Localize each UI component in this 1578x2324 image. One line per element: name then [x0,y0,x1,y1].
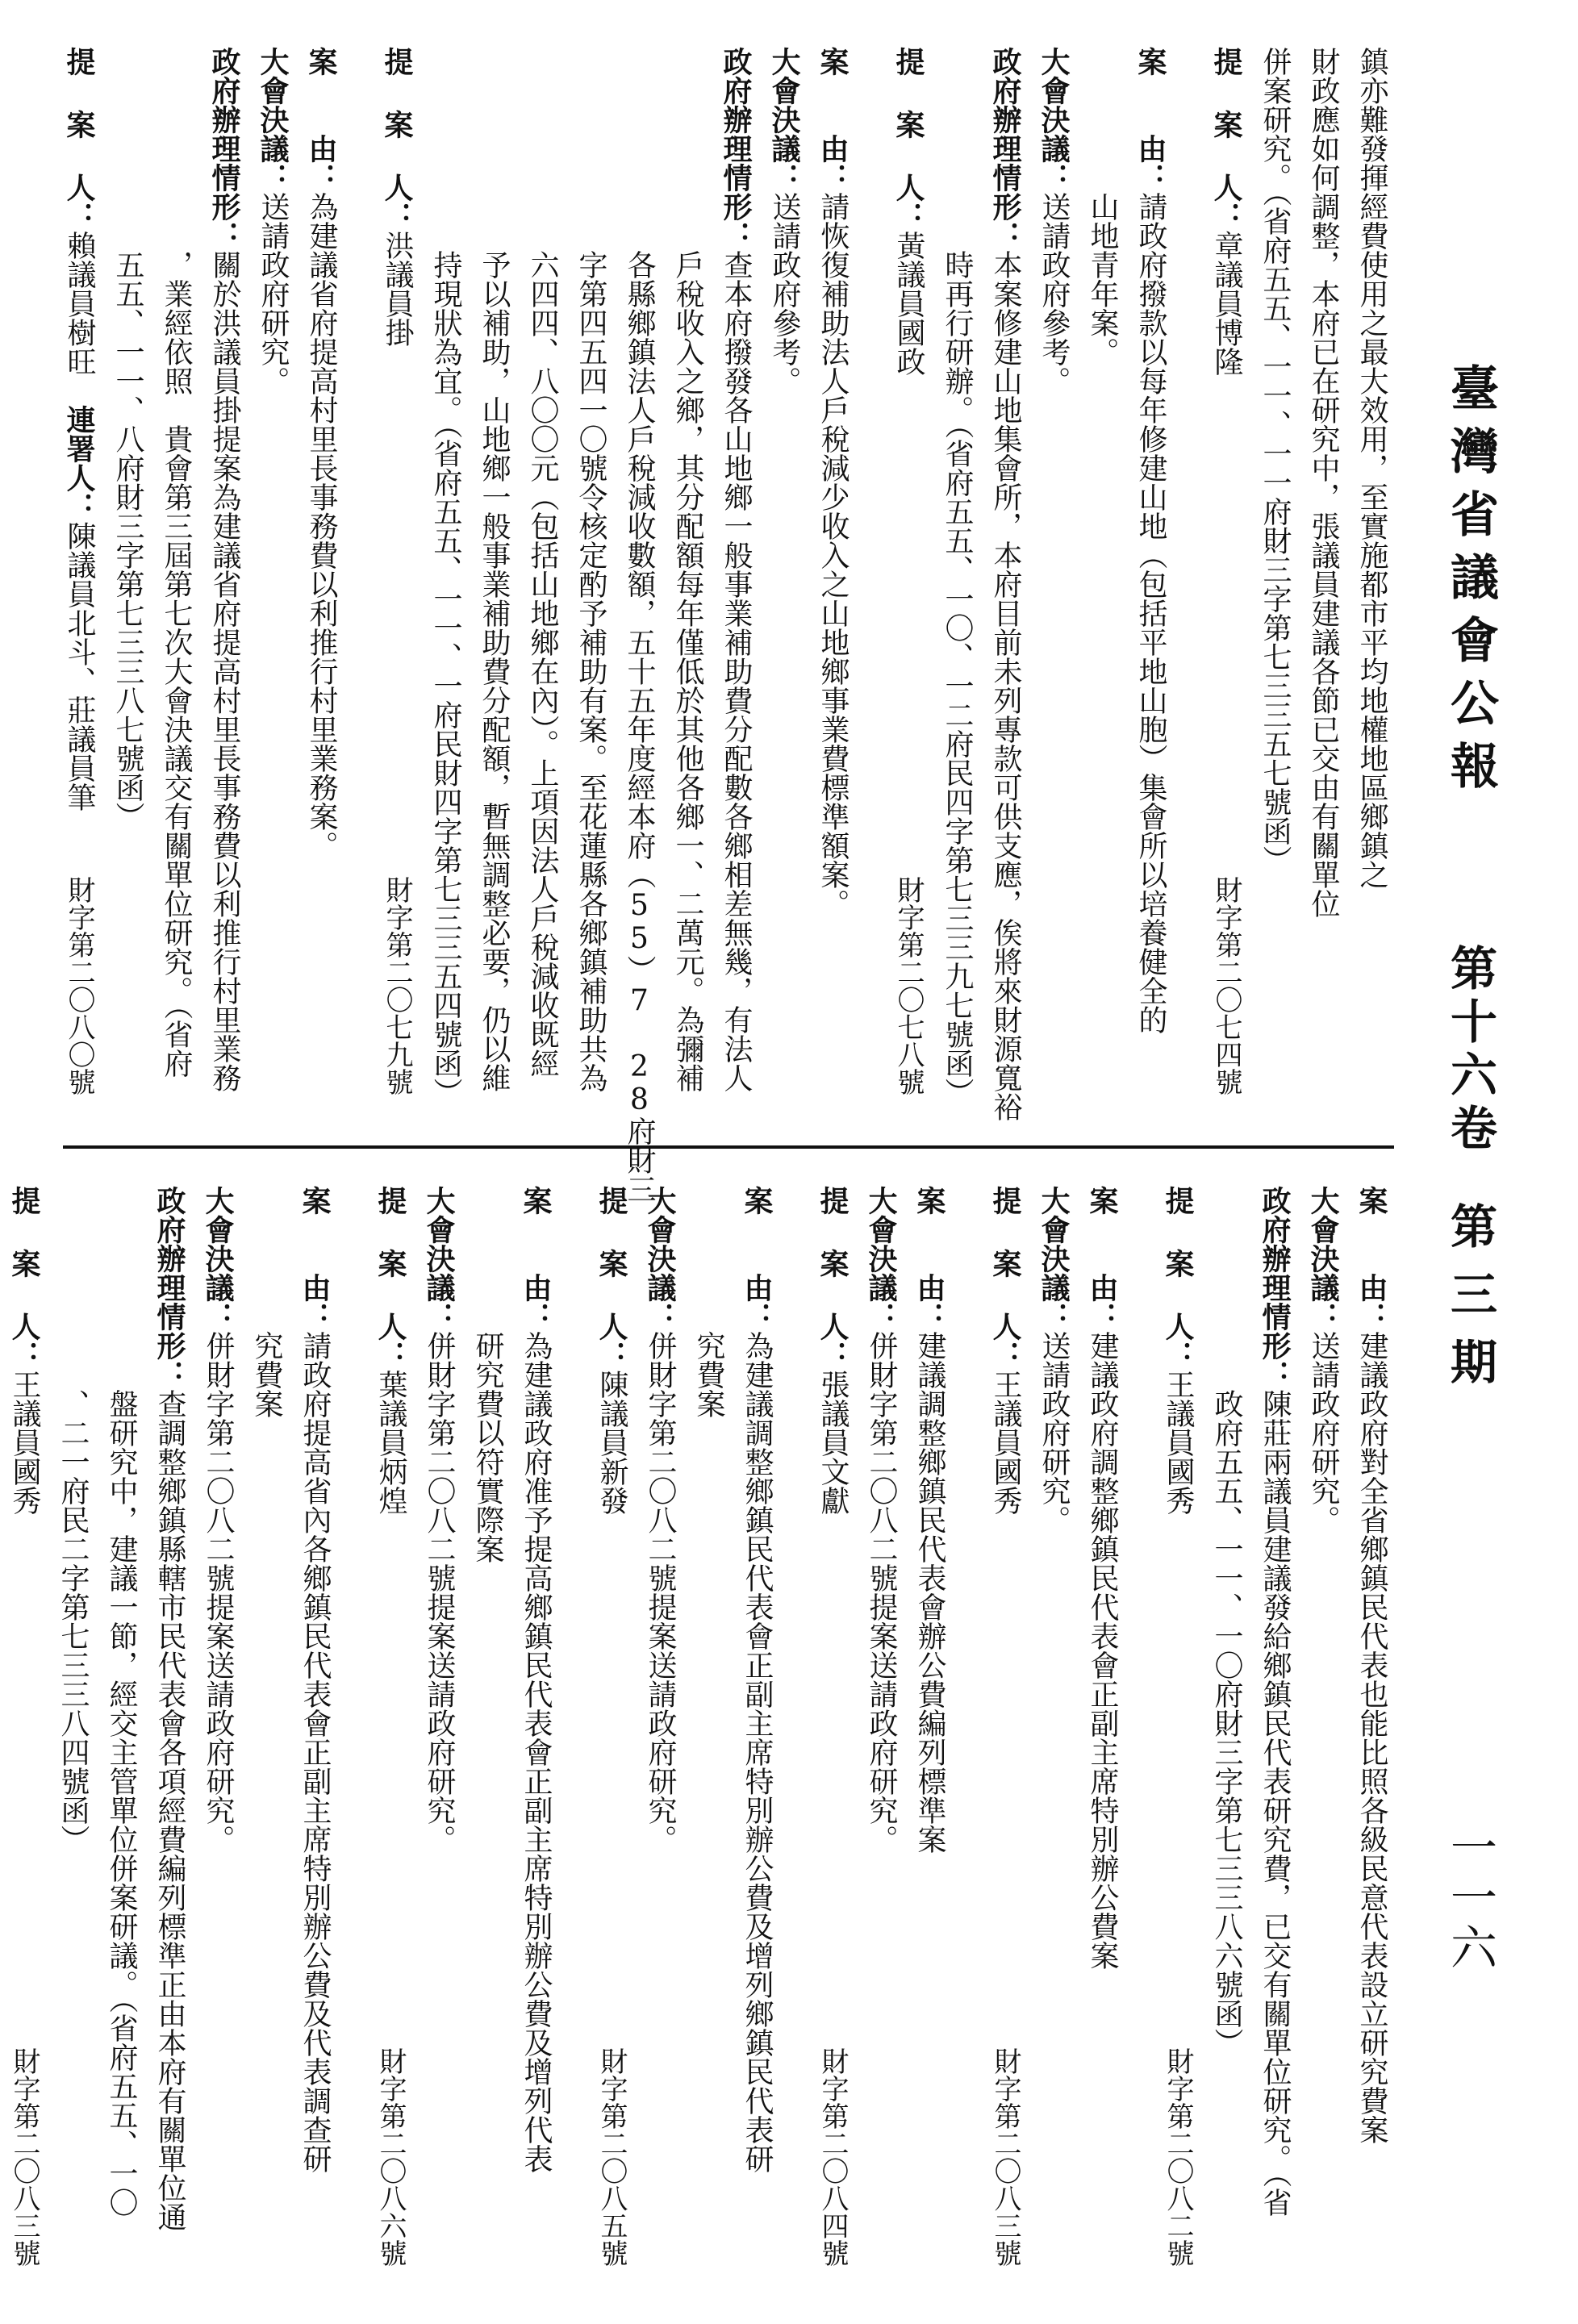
handling-line [1250,1186,1299,2299]
proposer-label: 提 案 人： [988,1186,1022,1370]
handling-line [615,47,663,1204]
reason-text: 研究費以符實際案 [471,1331,504,1563]
continuation-line: 財政應如何調整，本府已在研究中，張議員建議各節已交由有關單位 [1307,47,1340,918]
case-ref: 財字第二〇八〇號 [63,876,95,1095]
reason-text: 為建議調整鄉鎮民代表會正副主席特別辦公費及增列鄉鎮民代表研 [741,1331,774,2173]
reason-label: 案 由： [298,1186,332,1331]
reason-text: 請政府撥款以每年修建山地（包括平地山胞）集會所以培養健全的 [1134,192,1167,1034]
proposer-line [587,1186,636,2299]
reason-line [1126,47,1175,1128]
reason-text: 建議政府對全省鄉鎮民代表也能比照各級民意代表設立研究費案 [1355,1331,1388,2144]
handling-line [663,47,712,1128]
reason-line [511,1186,560,2299]
handling-line [981,47,1029,1128]
proposer-name: 陳議員新發 [595,1370,628,1515]
proposer-name: 賴議員樹旺 [63,231,96,376]
cosigner-names: 陳議員北斗、莊議員筆 [63,521,96,812]
reason-line [290,1186,339,2299]
proposer-label: 提 案 人： [380,47,414,231]
proposer-line [1154,1186,1202,2299]
section-divider [63,1145,1394,1149]
proposer-label: 提 案 人： [1161,1186,1195,1370]
reason-text: 山地青年案。 [1086,192,1119,366]
resolution-text: 送請政府研究。 [1307,1331,1340,1534]
resolution-line [194,1186,242,2299]
proposer-label: 提 案 人： [62,47,96,231]
proposer-name: 王議員國秀 [8,1370,41,1515]
handling-line [566,47,615,1128]
handling-line [145,1186,194,2299]
case-ref: 財字第二〇八二號 [1162,2047,1194,2267]
reason-text: 建議政府調整鄉鎮民代表會正副主席特別辦公費案 [1086,1331,1119,1970]
resolution-line [1029,47,1078,1128]
proposer-line [0,1186,48,2299]
handling-line [712,47,760,1128]
proposer-line [808,1186,857,2299]
reason-line [297,47,345,1128]
handling-line [200,47,248,1128]
resolution-label: 大會決議： [1037,1186,1071,1331]
issue-number: 第三期 [1442,1202,1497,1405]
handling-line [933,47,981,1128]
cosigner-label: 連署人： [62,405,96,521]
resolution-text: 送請政府參考。 [1037,192,1071,395]
handling-label: 政府辦理情形： [207,47,241,250]
proposer-label: 提 案 人： [595,1186,628,1370]
reason-line [733,1186,781,2299]
case-ref: 財字第二〇七四號 [1210,876,1242,1095]
resolution-text: 送請政府研究。 [1037,1331,1071,1534]
case-ref: 財字第二〇八六號 [374,2047,407,2267]
handling-text: 查調整鄉鎮縣轄市民代表會各項經費編列標準正由本府有關單位通 [153,1389,186,2231]
case-ref: 財字第二〇七八號 [892,876,925,1095]
proposer-name: 黃議員國政 [892,231,925,376]
resolution-line [1299,1186,1347,2299]
handling-text: 本案修建山地集會所，本府目前未列專款可供支應，俟將來財源寬裕 [989,250,1022,1121]
proposer-line [884,47,933,1128]
handling-text: 關於洪議員掛提案為建議省府提高村里長事務費以利推行村里業務 [208,250,241,1092]
resolution-label: 大會決議： [643,1186,677,1331]
reason-line [1078,1186,1126,2299]
handling-line [103,47,152,1128]
top-section [56,47,1396,1204]
handling-line [48,1186,97,2299]
handling-label: 政府辦理情形： [719,47,753,250]
proposer-line [366,1186,415,2299]
reason-text: 請恢復補助法人戶稅減少收入之山地鄉事業費標準額案。 [816,192,850,918]
reason-text: 究費案 [250,1331,283,1418]
reason-label: 案 由： [912,1186,946,1331]
handling-text: 六四四、八〇〇元（包括山地鄉在內）。上項因法人戶稅減收既經 [526,250,559,1078]
reason-label: 案 由： [1085,1186,1119,1331]
handling-label: 政府辦理情形： [1258,1186,1292,1389]
reason-label: 案 由： [740,1186,774,1331]
reason-text: 究費案 [692,1331,725,1418]
handling-text: ，業經依照 貴會第三屆第七次大會決議交有關單位研究。（省府 [160,250,193,1078]
resolution-text: 送請政府參考。 [768,192,801,395]
handling-text: 、二一府民二字第七三三八四號函） [56,1389,90,1854]
reason-line [463,1186,511,2299]
handling-text: 字第四五四一〇號令核定酌予補助有案。至花蓮縣各鄉鎮補助共為 [574,250,607,1092]
resolution-line [857,1186,905,2299]
reason-text: 建議調整鄉鎮民代表會辦公費編列標準案 [913,1331,946,1854]
resolution-line [636,1186,684,2299]
proposer-label: 提 案 人： [1209,47,1243,231]
handling-label: 政府辦理情形： [988,47,1022,250]
handling-text: 政府五五、一一、一〇府財三字第七三三八六號函） [1210,1389,1243,2057]
resolution-text: 送請政府研究。 [257,192,290,395]
handling-text: 查本府撥發各山地鄉一般事業補助費分配數各鄉相差無幾，有法人 [720,250,753,1092]
reason-line [242,1186,290,2299]
case-ref: 財字第二〇八四號 [816,2047,849,2267]
proposer-line [1202,47,1250,1128]
handling-line [470,47,518,1128]
reason-label: 案 由： [519,1186,553,1331]
reason-text: 為建議省府提高村里長事務費以利推行村里業務案。 [305,192,338,860]
proposer-name: 王議員國秀 [989,1370,1022,1515]
handling-line [421,47,470,1128]
journal-title: 臺灣省議會公報 [1442,363,1499,803]
resolution-line [248,47,297,1128]
proposer-name: 張議員文獻 [816,1370,850,1515]
handling-label: 政府辦理情形： [152,1186,186,1389]
handling-text: 時再行研辦。（省府五五、一〇、一二府民四字第七三三九七號函） [941,250,974,1107]
handling-text: 持現狀為宜。（省府五五、一一、一府民財四字第七三三五四號函） [429,250,462,1107]
resolution-text: 併財字第二〇八二號提案送請政府研究。 [423,1331,456,1854]
handling-text: 盤研究中，建議一節，經交主管單位併案研議。（省府五五、一〇 [105,1389,138,2217]
proposer-label: 提 案 人： [7,1186,41,1370]
handling-line [1202,1186,1250,2299]
proposer-label: 提 案 人： [891,47,925,231]
resolution-text: 併財字第二〇八二號提案送請政府研究。 [644,1331,677,1854]
handling-text: 五五、一一、八府財三字第七三三八七號函） [111,250,144,831]
volume-number: 第十六卷 [1442,944,1497,1157]
resolution-text: 併財字第二〇八二號提案送請政府研究。 [865,1331,898,1854]
resolution-label: 大會決議： [256,47,290,192]
continuation-line: 併案研究。（省府五五、一一、一一府財三字第七三三五七號函） [1259,47,1292,874]
proposer-name: 王議員國秀 [1162,1370,1195,1515]
resolution-label: 大會決議： [864,1186,898,1331]
reason-text: 為建議政府准予提高鄉鎮民代表會正副主席特別辦公費及增列代表 [520,1331,553,2173]
proposer-line [55,47,103,1128]
resolution-label: 大會決議： [1306,1186,1340,1331]
resolution-line [415,1186,463,2299]
case-ref: 財字第二〇八三號 [8,2047,40,2267]
handling-text: 陳莊兩議員建議發給鄉鎮民代表研究費，已交有關單位研究。（省 [1259,1389,1292,2217]
resolution-text: 併財字第二〇八二號提案送請政府研究。 [202,1331,235,1854]
resolution-line [760,47,808,1128]
proposer-label: 提 案 人： [816,1186,850,1370]
page-number: 一一六 [1442,1823,1497,1973]
reason-label: 案 由： [816,47,850,192]
resolution-label: 大會決議： [1037,47,1071,192]
reason-label: 案 由： [1355,1186,1388,1331]
handling-text: 各縣鄉鎮法人戶稅減收數額，五十五年度經本府（55）7 28府財三 [623,250,656,1204]
case-ref: 財字第二〇七九號 [381,876,413,1095]
reason-line [684,1186,733,2299]
reason-line [1347,1186,1396,2299]
proposer-line [373,47,421,1128]
proposer-label: 提 案 人： [374,1186,407,1370]
reason-text: 請政府提高省內各鄉鎮民代表會正副主席特別辦公費及代表調查研 [298,1331,332,2173]
bottom-section [7,1186,1396,2299]
case-ref: 財字第二〇八三號 [989,2047,1021,2267]
handling-line [97,1186,145,2299]
handling-text: 予以補助，山地鄉一般事業補助費分配額，暫無調整必要，仍以維 [478,250,511,1092]
reason-label: 案 由： [1133,47,1167,192]
resolution-label: 大會決議： [767,47,801,192]
reason-line [1078,47,1126,1128]
proposer-line [981,1186,1029,2299]
proposer-name: 葉議員炳煌 [374,1370,407,1515]
case-ref: 財字第二〇八五號 [595,2047,628,2267]
continuation-line: 鎮亦難發揮經費使用之最大效用，至實施都市平均地權地區鄉鎮之 [1355,47,1388,889]
handling-line [518,47,566,1128]
handling-text: 戶稅收入之鄉，其分配額每年僅低於其他各鄉一、二萬元。為彌補 [671,250,704,1092]
reason-line [808,47,857,1128]
resolution-label: 大會決議： [422,1186,456,1331]
proposer-name: 洪議員掛 [381,231,414,347]
handling-line [152,47,200,1128]
resolution-label: 大會決議： [201,1186,235,1331]
reason-label: 案 由： [304,47,338,192]
proposer-name: 章議員博隆 [1210,231,1243,376]
resolution-line [1029,1186,1078,2299]
reason-line [905,1186,954,2299]
